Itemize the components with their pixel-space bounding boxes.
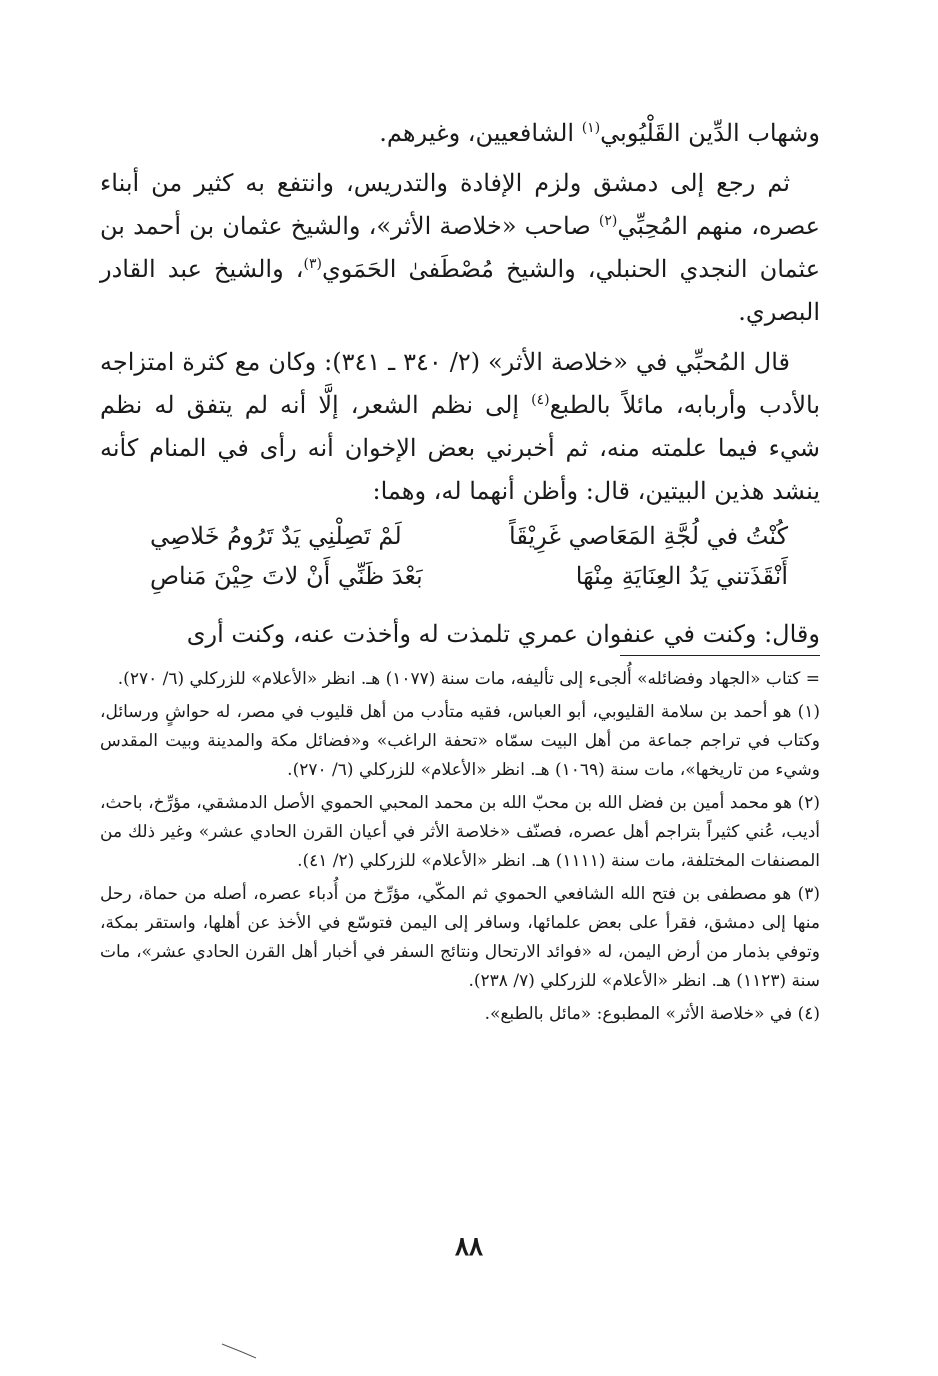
text-run: قال المُحبِّي في «خلاصة الأثر» (٢/ ٣٤٠ ـ ٣٤١): وكان مع كثرة امتزاجه بالأدب وأربابه، مائلاً بالطبع <box>100 348 820 419</box>
scan-artifact <box>220 1340 260 1360</box>
footnote-marker-1: (١) <box>581 120 601 136</box>
text-run: ، والشيخ عبد القادر البصري. <box>100 255 820 326</box>
footnote-marker-2: (٢) <box>598 213 618 229</box>
text-run: إلى نظم الشعر، إلَّا أنه لم يتفق له نظم شيء فيما علمته منه، ثم أخبرني بعض الإخوان أنه رأى في المنام كأنه ينشد هذين البيتين، قال: وأظن أنهما له، وهما: <box>100 391 820 505</box>
footnote-marker-3: (٣) <box>303 256 322 272</box>
footnote-continuation: = كتاب «الجهاد وفضائله» أُلجىء إلى تأليفه، مات سنة (١٠٧٧) هـ. انظر «الأعلام» للزركلي (٦/ ٢٧٠). <box>117 669 820 689</box>
text-run: صاحب «خلاصة الأثر»، والشيخ عثمان بن أحمد بن عثمان النجدي الحنبلي، والشيخ مُصْطَفىٰ الحَمَوي <box>100 212 821 283</box>
footnote-3: (٣) هو مصطفى بن فتح الله الشافعي الحموي ثم المكّي، مؤرِّخ من أُدباء عصره، أصله من حماة، رحل منها إلى دمشق، فقرأ على بعض علمائها، وسافر إلى اليمن فتوسّع في الأخذ عن أهلها، واستقر بمكة، وتوفي بذمار من أرض اليمن، له «فوائد الارتحال ونتائج السفر في أخبار أهل القرن الحادي عشر»، مات سنة (١١٢٣) هـ. انظر «الأعلام» للزركلي (٧/ ٢٣٨). <box>100 884 820 991</box>
verse-line-2 <box>150 562 788 596</box>
verse-line-1 <box>150 522 788 556</box>
footnote-2: (٢) هو محمد أمين بن فضل الله بن محبّ الله بن محمد المحبي الحموي الأصل الدمشقي، مؤرِّخ، باحث، أديب، عُني كثيراً بتراجم أهل عصره، فصنّف «خلاصة الأثر في أعيان القرن الحادي عشر» وغير ذلك من المصنفات المختلفة، مات سنة (١١١١) هـ. انظر «الأعلام» للزركلي (٢/ ٤١). <box>100 793 820 871</box>
footnotes <box>100 665 820 1033</box>
text-run: الشافعيين، وغيرهم. <box>379 119 582 147</box>
verse-2-first-hemistich: أَنْقَذَتني يَدُ العِنَايَةِ مِنْهَا <box>575 562 788 590</box>
footnote-1: (١) هو أحمد بن سلامة القليوبي، أبو العباس، فقيه متأدب من أهل قليوب في مصر، له حواشٍ ورسائل، وكتاب في تراجم جماعة من أهل البيت سمّاه «تحفة الراغب» و«فضائل مكة والمدينة وبيت المقدس وشيء من تاريخها»، مات سنة (١٠٦٩) هـ. انظر «الأعلام» للزركلي (٦/ ٢٧٠). <box>100 702 820 780</box>
page-number: ٨٨ <box>455 1232 483 1262</box>
text-run: وشهاب الدِّين القَلْيُوبي <box>600 119 820 147</box>
paragraph-2 <box>100 162 820 334</box>
footnote-marker-4: (٤) <box>531 392 550 408</box>
verse-1-first-hemistich: كُنْتُ في لُجَّةِ المَعَاصي غَرِيْقَاً <box>509 522 788 550</box>
main-text <box>100 112 820 520</box>
paragraph-3 <box>100 341 820 513</box>
footnote-4: (٤) في «خلاصة الأثر» المطبوع: «مائل بالطبع». <box>484 1004 820 1024</box>
footnote-divider <box>620 655 820 656</box>
verse-2-second-hemistich: بَعْدَ ظَنِّي أَنْ لاتَ حِيْنَ مَناصِ <box>150 562 423 590</box>
verse-1-second-hemistich: لَمْ تَصِلْنِي يَدٌ تَرُومُ خَلاصِي <box>150 522 402 550</box>
text-run: ثم رجع إلى دمشق ولزم الإفادة والتدريس، وانتفع به كثير من أبناء عصره، منهم المُحِبِّي <box>100 169 820 240</box>
paragraph-4: وقال: وكنت في عنفوان عمري تلمذت له وأخذت عنه، وكنت أرى <box>186 620 820 648</box>
paragraph-1 <box>100 112 820 155</box>
